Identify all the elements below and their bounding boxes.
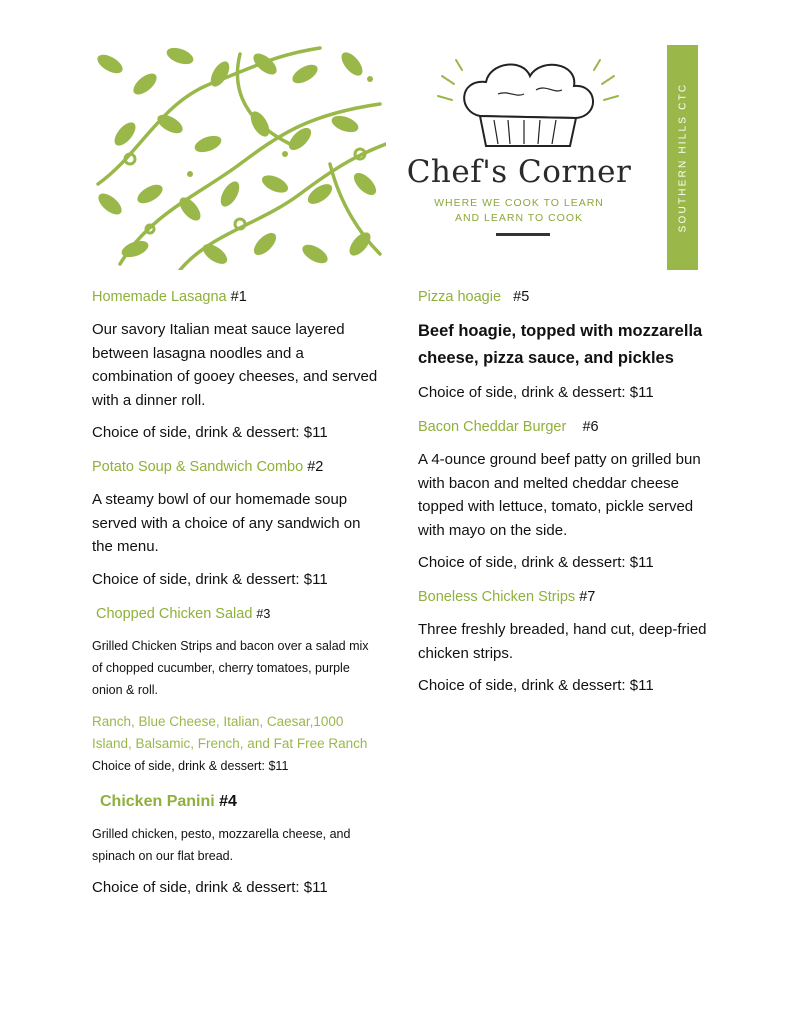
item-title — [92, 286, 382, 308]
menu-item-7 — [418, 586, 708, 697]
item-description: Grilled Chicken Strips and bacon over a salad mix of chopped cucumber, cherry tomatoes, purple onion & roll. — [92, 638, 369, 697]
item-number: #6 — [582, 419, 599, 435]
vine-leaf-illustration — [90, 44, 386, 270]
item-title — [418, 586, 708, 608]
menu-item-2 — [92, 456, 382, 591]
item-description: A steamy bowl of our homemade soup served with a choice of any sandwich on the menu. — [92, 491, 361, 555]
item-number: #5 — [513, 289, 530, 305]
item-number: #4 — [219, 792, 237, 810]
logo-divider — [496, 233, 550, 236]
item-name: Homemade Lasagna — [92, 289, 227, 305]
item-title — [418, 416, 708, 438]
menu-item-5 — [418, 286, 708, 404]
item-price: Choice of side, drink & dessert: $11 — [92, 424, 328, 441]
item-description: Grilled chicken, pesto, mozzarella cheese, and spinach on our flat bread. — [92, 826, 351, 863]
side-label-container — [667, 45, 698, 270]
item-description: Our savory Italian meat sauce layered between lasagna noodles and a combination of gooey cheeses, and served with a dinner roll. — [92, 321, 378, 409]
item-price: Choice of side, drink & dessert: $11 — [418, 554, 654, 571]
item-description: Beef hoagie, topped with mozzarella cheese, pizza sauce, and pickles — [418, 322, 703, 367]
item-title — [92, 456, 382, 478]
item-name: Bacon Cheddar Burger — [418, 419, 567, 435]
item-title — [418, 286, 708, 308]
item-name: Chicken Panini — [100, 792, 215, 810]
item-price: Choice of side, drink & dessert: $11 — [418, 677, 654, 694]
menu-item-6 — [418, 416, 708, 574]
tagline-line-2: AND LEARN TO COOK — [454, 212, 584, 224]
item-number: #2 — [307, 459, 324, 475]
side-label: SOUTHERN HILLS CTC — [677, 82, 688, 233]
tagline-line-1: WHERE WE COOK TO LEARN — [434, 197, 604, 209]
dressing-options: Ranch, Blue Cheese, Italian, Caesar,1000 Island, Balsamic, French, and Fat Free Ranch — [92, 713, 368, 751]
item-name: Chopped Chicken Salad — [96, 605, 253, 622]
item-title — [96, 603, 382, 625]
item-price: Choice of side, drink & dessert: $11 — [92, 878, 328, 896]
item-description: Three freshly breaded, hand cut, deep-fried chicken strips. — [418, 621, 707, 662]
item-price: Choice of side, drink & dessert: $11 — [92, 570, 328, 588]
logo-title: Chef's Corner — [406, 154, 632, 190]
item-price: Choice of side, drink & dessert: $11 — [418, 384, 654, 401]
menu-left-column — [92, 286, 382, 911]
item-title — [100, 791, 382, 813]
menu-item-4 — [92, 791, 382, 899]
logo-tagline — [402, 196, 636, 226]
item-name: Pizza hoagie — [418, 289, 502, 305]
item-price: Choice of side, drink & dessert: $11 — [92, 758, 289, 773]
item-number: #7 — [579, 589, 596, 605]
item-description: A 4-ounce ground beef patty on grilled bun with bacon and melted cheddar cheese topped with lettuce, tomato, pickle served with mayo on the side. — [418, 451, 701, 539]
menu-item-1 — [92, 286, 382, 444]
item-name: Boneless Chicken Strips — [418, 589, 576, 605]
item-number: #3 — [256, 606, 271, 621]
menu-item-3 — [92, 603, 382, 777]
item-name: Potato Soup & Sandwich Combo — [92, 459, 304, 475]
chef-hat-icon — [428, 54, 628, 154]
menu-right-column — [418, 286, 708, 709]
item-number: #1 — [230, 289, 247, 305]
